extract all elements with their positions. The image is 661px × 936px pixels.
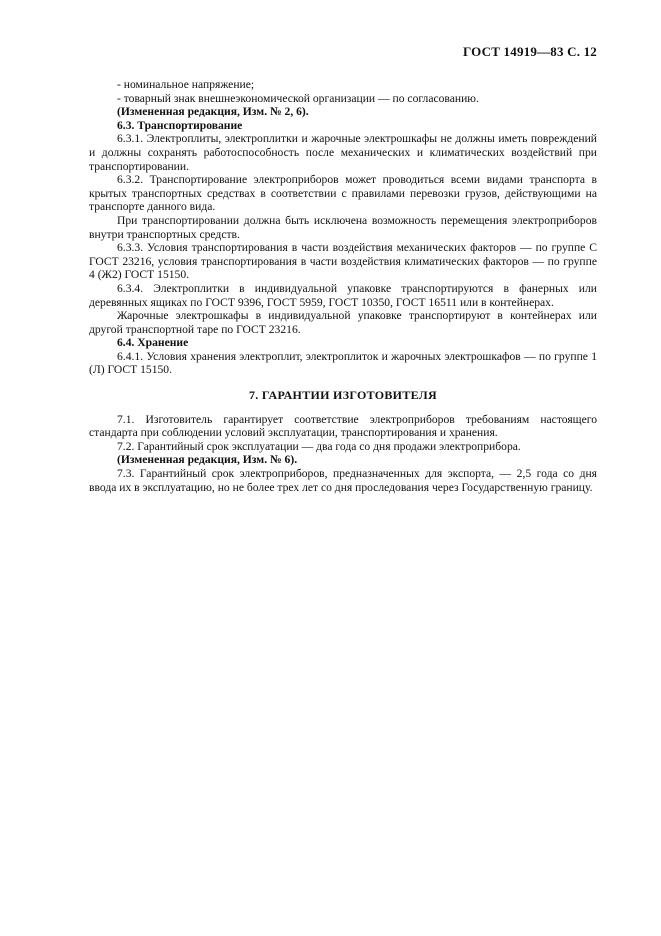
paragraph-6-3-4: 6.3.4. Электроплитки в индивидуальной упаковке транспортируются в фанерных или деревянных ящиках по ГОСТ 9396, ГОСТ 5959, ГОСТ 10350, ГОСТ 16511 или в контейнерах. — [89, 281, 597, 309]
paragraph-7-3: 7.3. Гарантийный срок электроприборов, предназначенных для экспорта, — 2,5 года со дня ввода их в эксплуатацию, но не более трех лет со дня проследования через Государственную границу. — [89, 467, 597, 494]
paragraph-6-3-1: 6.3.1. Электроплиты, электроплитки и жарочные электрошкафы не должны иметь повреждений и должны сохранять работоспособность после механических и климатических воздействий при транспортировании. — [89, 132, 597, 173]
page-header: ГОСТ 14919—83 С. 12 — [463, 44, 597, 59]
subsection-heading-storage: 6.4. Хранение — [117, 336, 189, 350]
paragraph-6-3-2: 6.3.2. Транспортирование электроприборов может проводиться всеми видами транспорта в крытых транспортных средствах в соответствии с правилами перевозки грузов, действующими на транспорте данного вида. — [89, 173, 597, 214]
revision-note: (Измененная редакция, Изм. № 6). — [117, 453, 298, 467]
section-heading-warranty: 7. ГАРАНТИИ ИЗГОТОВИТЕЛЯ — [249, 388, 437, 403]
paragraph-6-3-4-continued: Жарочные электрошкафы в индивидуальной упаковке транспортируют в контейнерах или другой транспортной таре по ГОСТ 23216. — [89, 309, 597, 336]
paragraph-7-2: 7.2. Гарантийный срок эксплуатации — два года со дня продажи электроприбора. — [117, 439, 521, 453]
paragraph-6-4-1: 6.4.1. Условия хранения электроплит, электроплиток и жарочных электрошкафов — по группе 1 (Л) ГОСТ 15150. — [89, 349, 597, 377]
paragraph-6-3-3: 6.3.3. Условия транспортирования в части воздействия механических факторов — по группе С ГОСТ 23216, условия транспортирования в части воздействия климатических факторов — по группе 4 (Ж2) ГОСТ 15150. — [89, 241, 597, 282]
revision-note: (Измененная редакция, Изм. № 2, 6). — [117, 105, 309, 119]
list-item-voltage: - номинальное напряжение; — [117, 78, 255, 91]
paragraph-7-1: 7.1. Изготовитель гарантирует соответствие электроприборов требованиям настоящего стандарта при соблюдении условий эксплуатации, транспортирования и хранения. — [89, 412, 597, 440]
paragraph-6-3-2-continued: При транспортировании должна быть исключена возможность перемещения электроприборов внутри транспортных средств. — [89, 213, 597, 241]
list-item-trademark: - товарный знак внешнеэкономической организации — по согласованию. — [117, 91, 479, 105]
subsection-heading-transport: 6.3. Транспортирование — [117, 118, 243, 132]
document-body — [89, 78, 597, 494]
